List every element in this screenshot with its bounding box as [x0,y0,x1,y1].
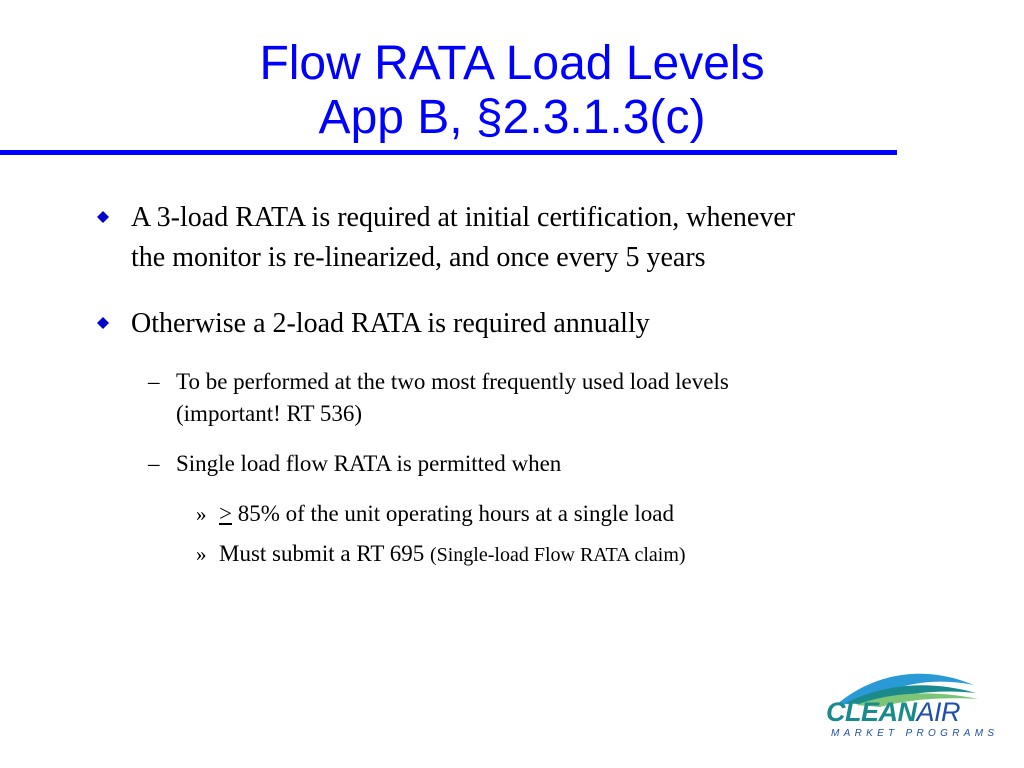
logo-tagline: MARKET PROGRAMS [831,728,999,739]
clean-air-logo-wordmark [826,697,960,727]
slide-title-line-1: Flow RATA Load Levels [259,37,765,90]
slide-title-line-2: App B, §2.3.1.3(c) [318,91,706,144]
sub-bullet-1-line-2: (important! RT 536) [176,401,362,426]
sub-bullet-dash: – [148,451,160,476]
diamond-bullet-icon [97,211,109,223]
sub-bullet-2-text: Single load flow RATA is permitted when [176,451,562,476]
logo-word-air: AIR [916,697,961,727]
third-level-item-2-text: Must submit a RT 695 [219,541,430,566]
bullet-1-line-1: A 3-load RATA is required at initial certification, whenever [131,202,796,233]
third-level-item-2 [219,538,979,571]
diamond-bullet-icon [97,317,109,329]
greater-or-equal-symbol: > [219,501,232,526]
sub-bullet-dash: – [148,369,160,394]
bullet-1-line-2: the monitor is re-linearized, and once every 5 years [131,242,706,273]
title-underline-rule [0,150,897,155]
logo-word-clean: CLEAN [826,697,917,727]
bullet-2-text: Otherwise a 2-load RATA is required annually [131,308,650,339]
third-level-item-2-note: (Single-load Flow RATA claim) [429,544,686,566]
third-level-item-1-text: 85% of the unit operating hours at a single load [231,501,674,526]
third-level-marker: » [196,502,207,526]
third-level-item-1 [219,498,979,530]
third-level-marker: » [196,542,207,566]
sub-bullet-1-line-1: To be performed at the two most frequently used load levels [176,369,729,394]
